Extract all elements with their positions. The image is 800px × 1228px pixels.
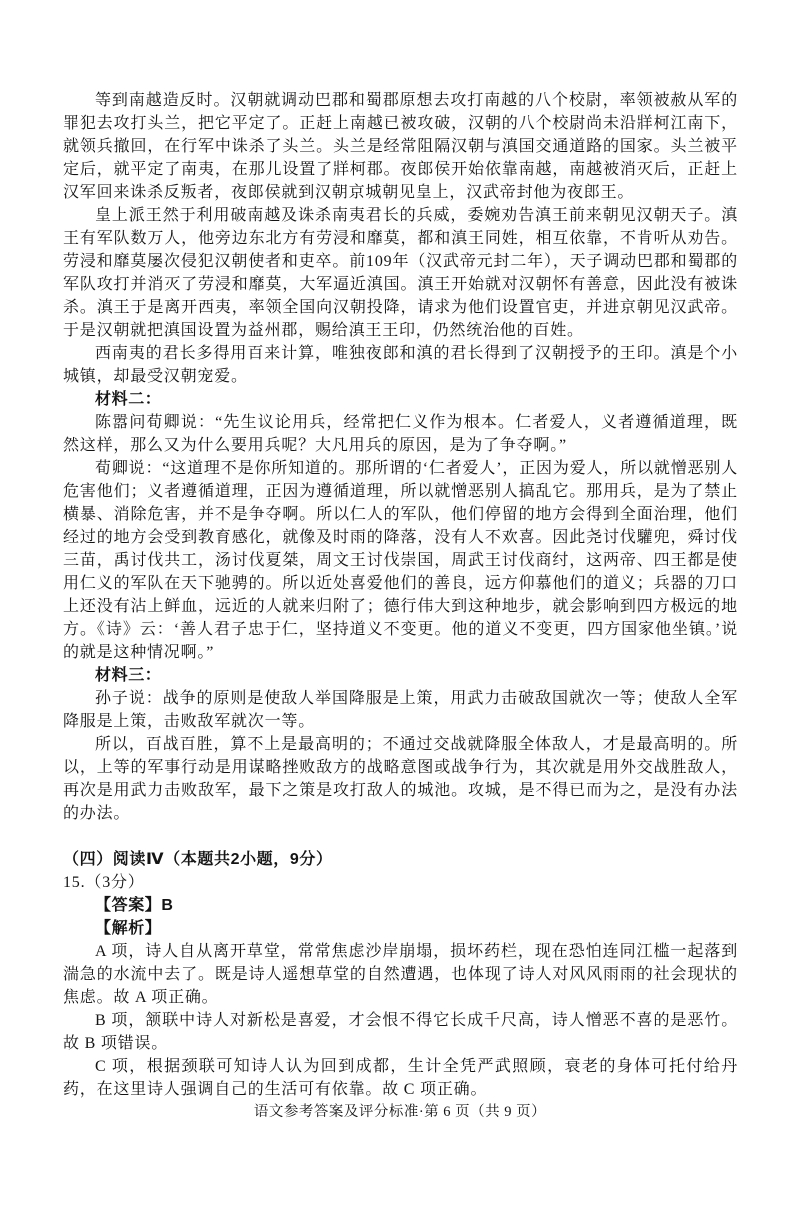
answer-line: 【答案】B [95, 897, 174, 914]
material-three-paragraph-2: 所以，百战百胜，算不上是最高明的；不通过交战就降服全体敌人，才是最高明的。所以，上等的军事行动是用谋略挫败敌方的战略意图或战争行为，其次就是用外交战胜敌人，再次是用武力击败敌军，最下之策是攻打敌人的城池。攻城，是不得已而为之，是没有办法的办法。 [63, 736, 738, 822]
analysis-item-b: B 项，颔联中诗人对新松是喜爱，才会恨不得它长成千尺高，诗人憎恶不喜的是恶竹。故 B 项错误。 [63, 1012, 738, 1052]
question-15-number: 15.（3分） [63, 874, 145, 891]
material-three-paragraph-1: 孙子说：战争的原则是使敌人举国降服是上策，用武力击破敌国就次一等；使敌人全军降服是上策，击败敌军就次一等。 [63, 690, 738, 730]
material-three-heading: 材料三： [95, 667, 162, 684]
material-two-paragraph-2: 荀卿说：“这道理不是你所知道的。那所谓的‘仁者爱人’，正因为爱人，所以就憎恶别人危害他们；义者遵循道理，正因为遵循道理，所以就憎恶别人搞乱它。那用兵，是为了禁止横暴、消除危害，并不是争夺啊。所以仁人的军队，他们停留的地方会得到全面治理，他们经过的地方会受到教育感化，就像及时雨的降落，没有人不欢喜。因此尧讨伐驩兜，舜讨伐三苗，禹讨伐共工，汤讨伐夏桀，周文王讨伐崇国，周武王讨伐商纣，这两帝、四王都是使用仁义的军队在天下驰骋的。所以近处喜爱他们的善良，远方仰慕他们的道义；兵器的刀口上还没有沾上鲜血，远近的人就来归附了；德行伟大到这种地步，就会影响到四方极远的地方。《诗》云：‘善人君子忠于仁，坚持道义不变更。他的道义不变更，四方国家他坐镇。’说的就是这种情况啊。” [63, 460, 738, 661]
translation-paragraph-3: 西南夷的君长多得用百来计算，唯独夜郎和滇的君长得到了汉朝授予的王印。滇是个小城镇，却最受汉朝宠爱。 [63, 345, 738, 385]
material-two-heading: 材料二： [95, 391, 162, 408]
section-four-heading: （四）阅读Ⅳ（本题共2小题，9分） [63, 851, 333, 868]
page-footer: 语文参考答案及评分标准·第 6 页（共 9 页） [253, 1104, 547, 1120]
material-two-paragraph-1: 陈嚣问荀卿说：“先生议论用兵，经常把仁义作为根本。仁者爱人，义者遵循道理，既然这样，那么又为什么要用兵呢？大凡用兵的原因，是为了争夺啊。” [63, 414, 738, 454]
analysis-item-c: C 项，根据颈联可知诗人认为回到成都，生计全凭严武照顾，衰老的身体可托付给丹药，在这里诗人强调自己的生活可有依靠。故 C 项正确。 [63, 1058, 738, 1098]
page-content [63, 89, 738, 1101]
analysis-heading: 【解析】 [95, 920, 162, 937]
translation-paragraph-1: 等到南越造反时。汉朝就调动巴郡和蜀郡原想去攻打南越的八个校尉，率领被赦从军的罪犯去攻打头兰，把它平定了。正赶上南越已被攻破，汉朝的八个校尉尚未沿牂柯江南下，就领兵撤回，在行军中诛杀了头兰。头兰是经常阻隔汉朝与滇国交通道路的国家。头兰被平定后，就平定了南夷，在那儿设置了牂柯郡。夜郎侯开始依靠南越，南越被消灭后，正赶上汉军回来诛杀反叛者，夜郎侯就到汉朝京城朝见皇上，汉武帝封他为夜郎王。 [63, 92, 738, 201]
analysis-item-a: A 项，诗人自从离开草堂，常常焦虑沙岸崩塌，损坏药栏，现在恐怕连同江槛一起落到湍急的水流中去了。既是诗人遥想草堂的自然遭遇，也体现了诗人对风风雨雨的社会现状的焦虑。故 A 项正确。 [63, 943, 738, 1006]
translation-paragraph-2: 皇上派王然于利用破南越及诛杀南夷君长的兵威，委婉劝告滇王前来朝见汉朝天子。滇王有军队数万人，他旁边东北方有劳浸和靡莫，都和滇王同姓，相互依靠，不肯听从劝告。劳浸和靡莫屡次侵犯汉朝使者和吏卒。前109年（汉武帝元封二年），天子调动巴郡和蜀郡的军队攻打并消灭了劳浸和靡莫，大军逼近滇国。滇王开始就对汉朝怀有善意，因此没有被诛杀。滇王于是离开西夷，率领全国向汉朝投降，请求为他们设置官吏，并进京朝见汉武帝。于是汉朝就把滇国设置为益州郡，赐给滇王王印，仍然统治他的百姓。 [63, 207, 738, 339]
